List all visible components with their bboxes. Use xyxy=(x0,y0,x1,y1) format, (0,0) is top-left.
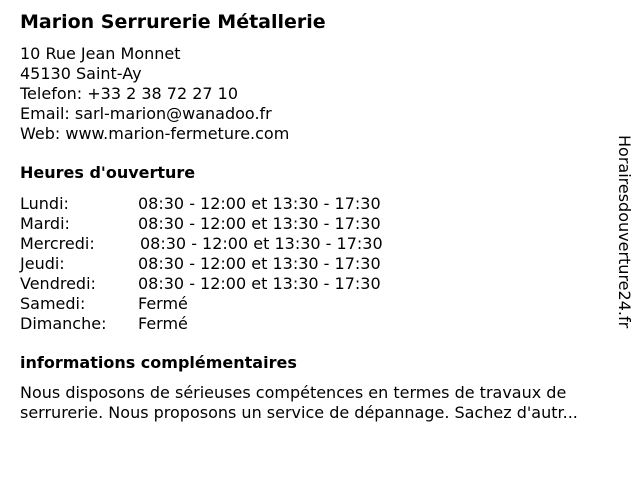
info-description xyxy=(20,383,625,423)
day-label: Samedi: xyxy=(20,294,86,313)
website: Web: www.marion-fermeture.com xyxy=(20,124,290,143)
contact-block xyxy=(20,44,289,144)
hours-value: 08:30 - 12:00 et 13:30 - 17:30 xyxy=(140,234,383,253)
hours-value: 08:30 - 12:00 et 13:30 - 17:30 xyxy=(138,274,381,293)
email-address: Email: sarl-marion@wanadoo.fr xyxy=(20,104,272,123)
info-heading: informations complémentaires xyxy=(20,353,297,372)
site-watermark: Horairesdouverture24.fr xyxy=(615,135,634,329)
day-label: Vendredi: xyxy=(20,274,96,293)
day-label: Mercredi: xyxy=(20,234,95,253)
hours-value: 08:30 - 12:00 et 13:30 - 17:30 xyxy=(138,194,381,213)
hours-value: Fermé xyxy=(138,314,188,333)
city-address: 45130 Saint-Ay xyxy=(20,64,142,83)
day-label: Dimanche: xyxy=(20,314,107,333)
day-label: Lundi: xyxy=(20,194,69,213)
info-line: Nous disposons de sérieuses compétences en termes de travaux de xyxy=(20,383,567,402)
phone-number: Telefon: +33 2 38 72 27 10 xyxy=(20,84,239,103)
hours-value: 08:30 - 12:00 et 13:30 - 17:30 xyxy=(138,254,381,273)
hours-value: Fermé xyxy=(138,294,188,313)
day-label: Jeudi: xyxy=(20,254,65,273)
hours-heading: Heures d'ouverture xyxy=(20,163,196,182)
business-name: Marion Serrurerie Métallerie xyxy=(20,11,326,33)
hours-value: 08:30 - 12:00 et 13:30 - 17:30 xyxy=(138,214,381,233)
street-address: 10 Rue Jean Monnet xyxy=(20,44,181,63)
day-label: Mardi: xyxy=(20,214,70,233)
info-line: serrurerie. Nous proposons un service de dépannage. Sachez d'autr... xyxy=(20,403,578,422)
